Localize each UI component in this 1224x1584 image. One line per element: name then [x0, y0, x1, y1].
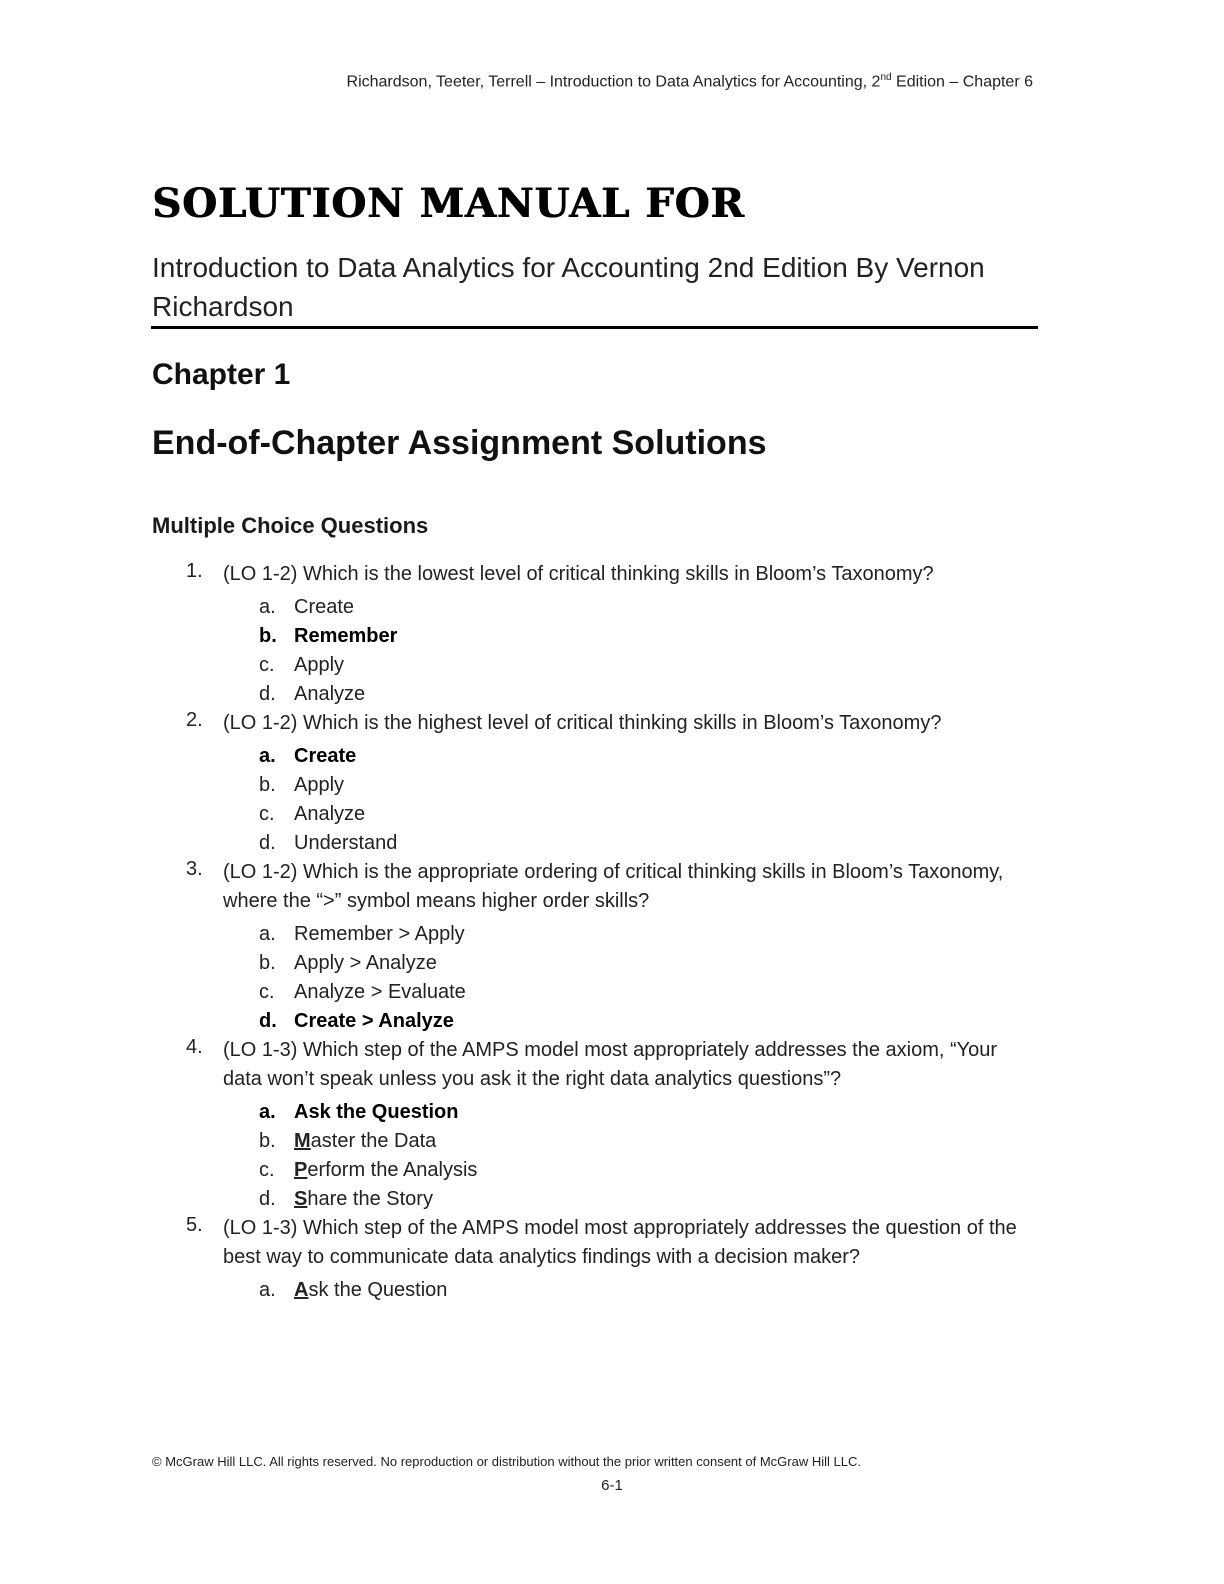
question-number: 5.: [186, 1214, 203, 1236]
option-text: sk the Question: [308, 1279, 448, 1301]
running-header-superscript: nd: [880, 72, 892, 83]
answer-option: [223, 1276, 1032, 1305]
section-heading: End-of-Chapter Assignment Solutions: [152, 424, 767, 462]
option-text: Analyze: [294, 803, 366, 825]
document-subtitle: Introduction to Data Analytics for Accounting 2nd Edition By Vernon Richardson: [152, 252, 985, 322]
copyright-notice: © McGraw Hill LLC. All rights reserved. No reproduction or distribution without the prior written consent of McGraw Hill LLC.: [152, 1454, 861, 1469]
question-text: (LO 1-2) Which is the highest level of critical thinking skills in Bloom’s Taxonomy?: [223, 712, 942, 734]
answer-options: [223, 1276, 1032, 1305]
option-text: Remember: [294, 625, 398, 647]
answer-option-correct: [223, 1098, 1032, 1127]
answer-option: [223, 680, 1032, 709]
option-letter: c.: [259, 1159, 275, 1181]
option-letter: d.: [259, 1010, 277, 1032]
option-letter: d.: [259, 1188, 276, 1210]
question-number: 1.: [186, 560, 203, 582]
document-title: SOLUTION MANUAL FOR: [152, 180, 745, 227]
option-letter: c.: [259, 803, 275, 825]
option-text: Analyze > Evaluate: [294, 981, 466, 1003]
option-key-letter: A: [294, 1279, 309, 1301]
answer-options: [223, 593, 1032, 709]
question-item: [152, 1214, 1032, 1305]
option-letter: d.: [259, 683, 276, 705]
question-number: 2.: [186, 709, 203, 731]
answer-option-correct: [223, 742, 1032, 771]
subsection-heading: Multiple Choice Questions: [152, 513, 429, 538]
option-letter: b.: [259, 952, 276, 974]
answer-option: [223, 920, 1032, 949]
chapter-heading: Chapter 1: [152, 358, 291, 391]
question-text: (LO 1-3) Which step of the AMPS model most appropriately addresses the axiom, “Your data won’t speak unless you ask it the right data analytics questions”?: [223, 1039, 998, 1090]
option-text: Understand: [294, 832, 398, 854]
option-text: hare the Story: [307, 1188, 433, 1210]
question-item: [152, 709, 1032, 858]
answer-option: [223, 771, 1032, 800]
question-text: (LO 1-2) Which is the lowest level of critical thinking skills in Bloom’s Taxonomy?: [223, 563, 934, 585]
option-text: erform the Analysis: [307, 1159, 478, 1181]
option-text: Ask the Question: [294, 1101, 459, 1123]
question-number: 3.: [186, 858, 203, 880]
option-text: Create > Analyze: [294, 1010, 454, 1032]
question-text: (LO 1-2) Which is the appropriate ordering of critical thinking skills in Bloom’s Taxonomy, where the “>” symbol means higher order skills?: [223, 861, 1004, 912]
option-letter: a.: [259, 1101, 276, 1123]
option-key-letter: P: [294, 1159, 308, 1181]
option-text: Analyze: [294, 683, 366, 705]
option-text: Apply: [294, 774, 345, 796]
answer-option-correct: [223, 622, 1032, 651]
answer-option: [223, 1127, 1032, 1156]
answer-option: [223, 800, 1032, 829]
question-item: [152, 858, 1032, 1036]
option-letter: a.: [259, 745, 276, 767]
option-letter: c.: [259, 654, 275, 676]
option-text: Create: [294, 745, 357, 767]
question-item: [152, 1036, 1032, 1214]
option-letter: a.: [259, 923, 276, 945]
answer-options: [223, 742, 1032, 858]
option-letter: a.: [259, 1279, 276, 1301]
answer-options: [223, 1098, 1032, 1214]
option-letter: a.: [259, 596, 276, 618]
title-divider: [151, 326, 1038, 329]
question-text: (LO 1-3) Which step of the AMPS model most appropriately addresses the question of the best way to communicate data analytics findings with a decision maker?: [223, 1217, 1017, 1268]
option-letter: d.: [259, 832, 276, 854]
answer-option: [223, 829, 1032, 858]
answer-option: [223, 949, 1032, 978]
option-letter: c.: [259, 981, 275, 1003]
option-letter: b.: [259, 625, 277, 647]
page-number: 6-1: [601, 1477, 623, 1494]
answer-option: [223, 1156, 1032, 1185]
running-header: [0, 72, 1033, 91]
answer-option: [223, 1185, 1032, 1214]
question-item: [152, 560, 1032, 709]
answer-option: [223, 593, 1032, 622]
answer-options: [223, 920, 1032, 1036]
option-text: aster the Data: [310, 1130, 437, 1152]
option-key-letter: S: [294, 1188, 308, 1210]
option-key-letter: M: [294, 1130, 311, 1152]
option-text: Apply > Analyze: [294, 952, 437, 974]
running-header-text: Richardson, Teeter, Terrell – Introduction to Data Analytics for Accounting, 2: [346, 73, 881, 91]
option-text: Remember > Apply: [294, 923, 465, 945]
option-text: Apply: [294, 654, 345, 676]
option-letter: b.: [259, 774, 276, 796]
question-list: [152, 560, 1032, 1305]
question-number: 4.: [186, 1036, 203, 1058]
answer-option: [223, 978, 1032, 1007]
running-header-text-end: Edition – Chapter 6: [891, 73, 1033, 91]
option-text: Create: [294, 596, 355, 618]
answer-option: [223, 651, 1032, 680]
option-letter: b.: [259, 1130, 276, 1152]
answer-option-correct: [223, 1007, 1032, 1036]
